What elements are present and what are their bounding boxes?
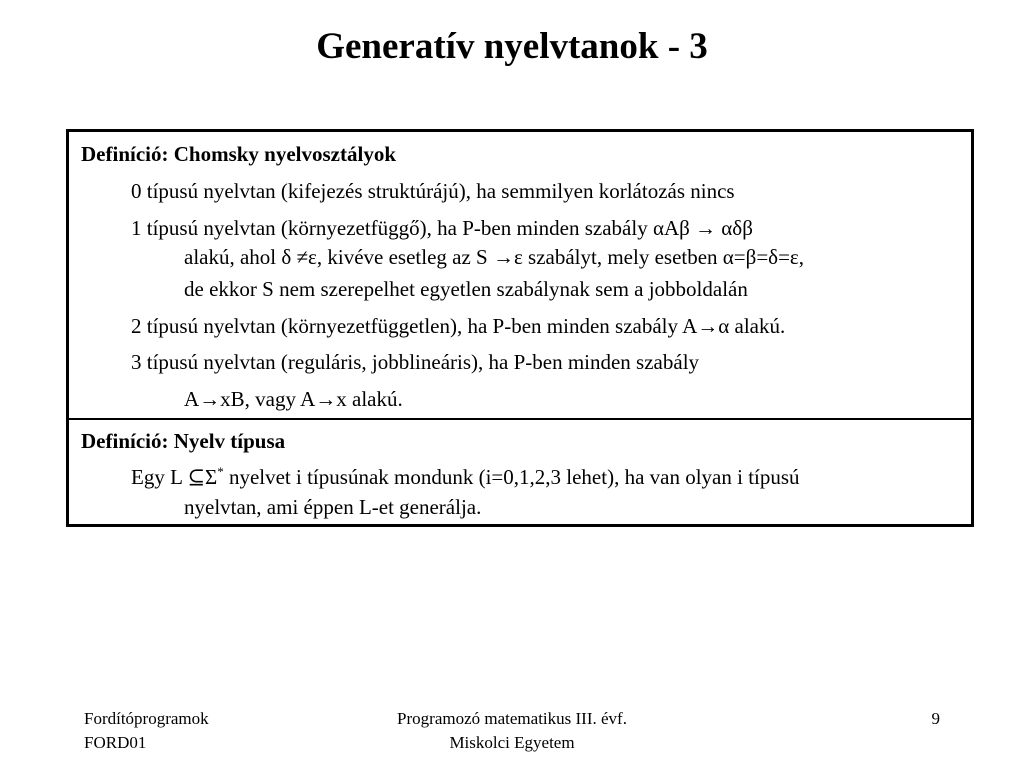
line-text-pre: Egy L ⊆Σ bbox=[131, 465, 218, 489]
definition-heading: Definíció: Chomsky nyelvosztályok bbox=[81, 142, 396, 166]
footer-course-name: Fordítóprogramok bbox=[84, 709, 209, 728]
page-number: 9 bbox=[931, 709, 940, 728]
definitions-box bbox=[66, 129, 974, 527]
definition-line-type3: 3 típusú nyelvtan (reguláris, jobblineáris), ha P-ben minden szabály bbox=[131, 350, 700, 374]
definition-line-type2: 2 típusú nyelvtan (környezetfüggetlen), ha P-ben minden szabály A→α alakú. bbox=[131, 314, 786, 338]
slide-title: Generatív nyelvtanok - 3 bbox=[316, 26, 708, 67]
definition-line-type1-cont2: de ekkor S nem szerepelhet egyetlen szabálynak sem a jobboldalán bbox=[184, 277, 748, 301]
definition-line-type1-cont1: alakú, ahol δ ≠ε, kivéve esetleg az S →ε szabályt, mely esetben α=β=δ=ε, bbox=[184, 245, 804, 269]
footer-program: Programozó matematikus III. évf. bbox=[397, 709, 627, 728]
definition-chomsky-classes bbox=[69, 132, 971, 418]
definition-line-2: nyelvtan, ami éppen L-et generálja. bbox=[184, 495, 482, 519]
footer-institution bbox=[312, 707, 712, 755]
definition-line-type1: 1 típusú nyelvtan (környezetfüggő), ha P-ben minden szabály αAβ → αδβ bbox=[131, 216, 753, 240]
footer-course bbox=[84, 707, 209, 755]
definition-line-1 bbox=[131, 465, 800, 489]
line-text-post: nyelvet i típusúnak mondunk (i=0,1,2,3 lehet), ha van olyan i típusú bbox=[223, 465, 800, 489]
superscript-star: * bbox=[217, 464, 224, 479]
definition-line-type0: 0 típusú nyelvtan (kifejezés struktúrájú), ha semmilyen korlátozás nincs bbox=[131, 179, 735, 203]
definition-line-type3-cont: A→xB, vagy A→x alakú. bbox=[184, 387, 403, 411]
definition-language-type bbox=[69, 420, 971, 524]
footer-course-code: FORD01 bbox=[84, 733, 147, 752]
definition-heading: Definíció: Nyelv típusa bbox=[81, 429, 286, 453]
footer-university: Miskolci Egyetem bbox=[449, 733, 575, 752]
